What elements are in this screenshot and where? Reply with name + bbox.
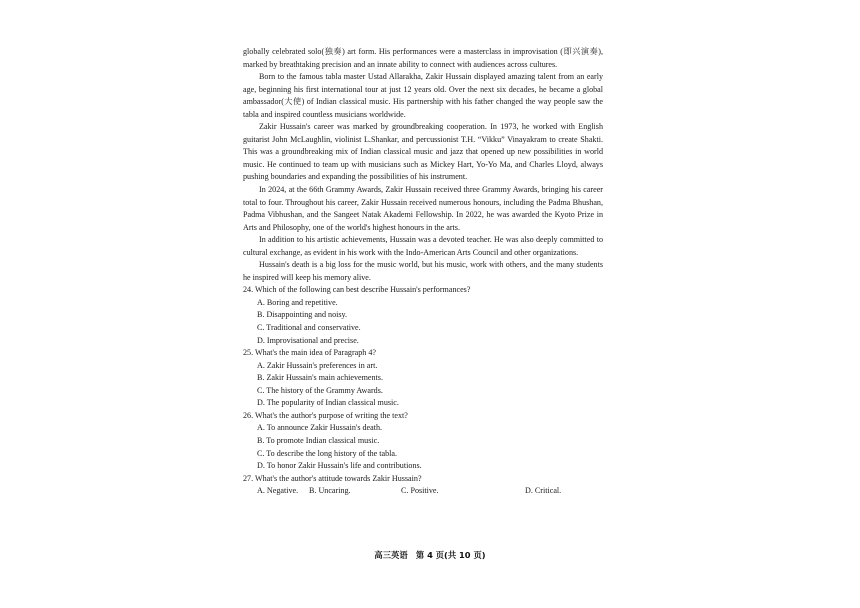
passage-paragraph-4: In 2024, at the 66th Grammy Awards, Zakir Hussain received three Grammy Awards, bringing his career total to four. Throughout his career, Zakir Hussain received numerous honours, including the Padma Bhushan, Padma Vibhushan, and the Sangeet Natak Akademi Fellowship. In 2022, he was awarded the Kyoto Prize in Arts and Philosophy, one of the world's highest honours in the arts. (243, 185, 603, 232)
question-stem: 25. What's the main idea of Paragraph 4? (243, 348, 377, 358)
question-26 (243, 410, 603, 473)
question-option: B. Disappointing and noisy. (257, 310, 348, 320)
question-option: B. Uncaring. (309, 486, 351, 496)
question-stem: 27. What's the author's attitude towards Zakir Hussain? (243, 473, 422, 483)
passage-paragraph-1: globally celebrated solo(独奏) art form. His performances were a masterclass in improvisation (即兴演奏), marked by breathtaking precision and an innate ability to connect with audiences across cultures. (243, 47, 603, 69)
question-25 (243, 347, 603, 410)
question-option: D. To honor Zakir Hussain's life and contributions. (257, 461, 422, 471)
passage-paragraph-2: Born to the famous tabla master Ustad Allarakha, Zakir Hussain displayed amazing talent from an early age, beginning his first international tour at just 12 years old. Over the next six decades, he became a global ambassador(大使) of Indian classical music. His partnership with his father changed the way people saw the tabla and inspired countless musicians worldwide. (243, 72, 603, 119)
passage-paragraph-3: Zakir Hussain's career was marked by groundbreaking cooperation. In 1973, he worked with English guitarist John McLaughlin, violinist L.Shankar, and percussionist T.H. “Vikku” Vinayakram to create Shakti. This was a groundbreaking mix of Indian classical music and jazz that opened up new possibilities in world music. He continued to team up with musicians such as Mickey Hart, Yo-Yo Ma, and Charles Lloyd, always pushing boundaries and expanding the possibilities of his instrument. (243, 122, 603, 182)
question-option: C. Traditional and conservative. (257, 323, 361, 333)
question-option: A. To announce Zakir Hussain's death. (257, 423, 383, 433)
question-option: D. Critical. (525, 486, 562, 496)
question-option: A. Boring and repetitive. (257, 297, 338, 307)
question-27 (243, 473, 603, 498)
question-24 (243, 284, 603, 347)
question-stem: 26. What's the author's purpose of writing the text? (243, 410, 408, 420)
page-content (243, 46, 603, 498)
question-option: B. Zakir Hussain's main achievements. (257, 373, 383, 383)
question-option: D. Improvisational and precise. (257, 335, 359, 345)
question-option: C. Positive. (401, 486, 439, 496)
question-option: D. The popularity of Indian classical music. (257, 398, 399, 408)
question-option: C. To describe the long history of the tabla. (257, 448, 397, 458)
question-option: A. Zakir Hussain's preferences in art. (257, 360, 378, 370)
question-option: C. The history of the Grammy Awards. (257, 385, 383, 395)
page-footer: 高三英语 第 4 页(共 10 页) (374, 550, 486, 560)
question-option: A. Negative. (257, 486, 299, 496)
passage-paragraph-5: In addition to his artistic achievements, Hussain was a devoted teacher. He was also deeply committed to cultural exchange, as evident in his work with the Indo-American Arts Council and other organizations. (243, 235, 603, 257)
question-stem: 24. Which of the following can best describe Hussain's performances? (243, 285, 471, 295)
options-row (257, 485, 603, 498)
passage-paragraph-6: Hussain's death is a big loss for the music world, but his music, work with others, and the many students he inspired will keep his memory alive. (243, 260, 603, 282)
question-option: B. To promote Indian classical music. (257, 435, 380, 445)
